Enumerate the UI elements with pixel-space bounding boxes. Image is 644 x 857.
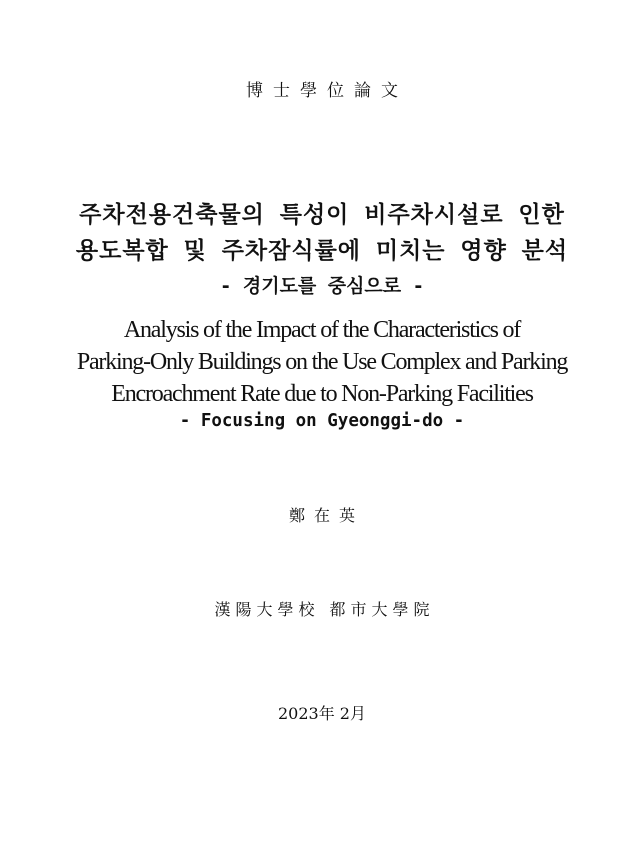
korean-title-line-2: 용도복합 및 주차잠식률에 미치는 영향 분석 [75, 238, 569, 264]
submission-date: 2023年 2月 [278, 704, 366, 723]
degree-label: 博士學位論文 [246, 81, 408, 101]
english-title-line-2: Parking-Only Buildings on the Use Complex and Parking [76, 349, 568, 375]
author-name: 鄭在英 [288, 506, 364, 525]
korean-title-line-1: 주차전용건축물의 특성이 비주차시설로 인한 [79, 202, 565, 228]
university-name: 漢陽大學校 都市大學院 [214, 600, 435, 619]
korean-subtitle: - 경기도를 중심으로 - [219, 275, 425, 297]
english-title-line-3: Encroachment Rate due to Non-Parking Facilities [111, 381, 533, 407]
english-subtitle: - Focusing on Gyeonggi-do - [179, 411, 465, 431]
english-title-line-1: Analysis of the Impact of the Characteristics of [123, 317, 521, 343]
